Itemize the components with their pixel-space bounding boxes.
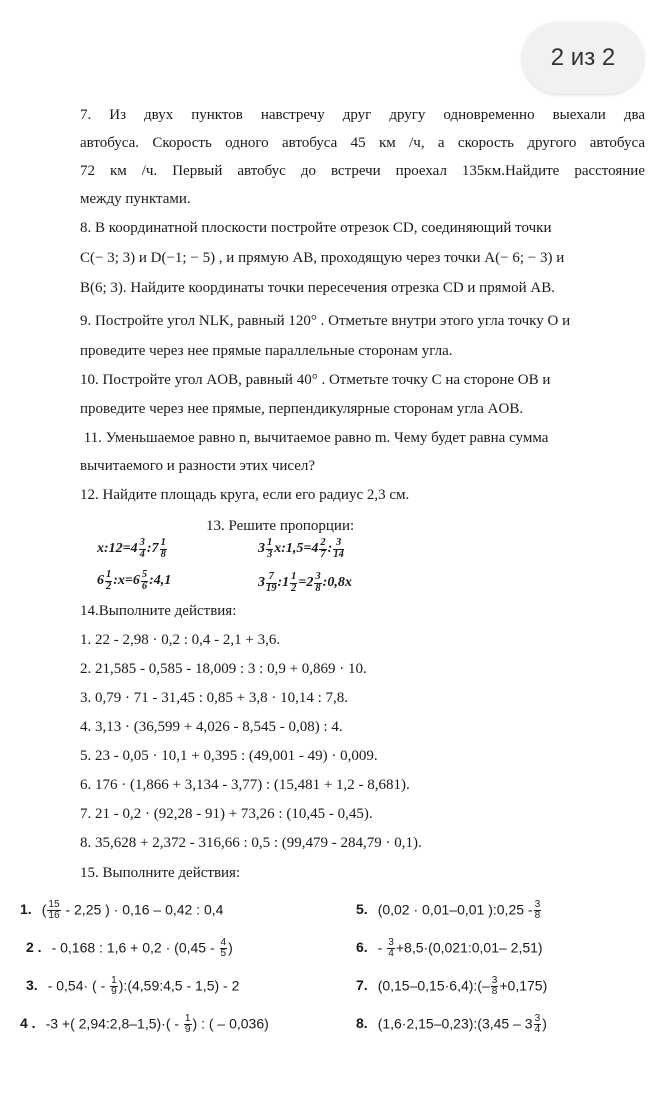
task12: 12. Найдите площадь круга, если его радиус 2,3 см. xyxy=(80,487,410,503)
proportion-b: 3 $\frac{1}{3}$ x:1,5=4 $\frac{2}{7}$ : $\frac{3}{14}$ xyxy=(258,537,344,560)
task14-item: 4. 3,13 · (36,599 + 4,026 - 8,545 - 0,08) : 4. xyxy=(80,719,343,735)
page-indicator: 2 из 2 xyxy=(522,22,644,94)
task8-line1: 8. В координатной плоскости постройте отрезок CD, соединяющий точки xyxy=(80,220,552,236)
task11-line2: вычитаемого и разности этих чисел? xyxy=(80,458,316,474)
task15-expression-2: 2 . - 0,168 : 1,6 + 0,2 · (0,45 - $\frac{4}{5}$ ) xyxy=(26,937,233,960)
task10-line2: проведите через нее прямые, перпендикулярные сторонам угла AOB. xyxy=(80,401,524,417)
task14-item: 5. 23 - 0,05 · 10,1 + 0,395 : (49,001 - 49) · 0,009. xyxy=(80,748,378,764)
task15-expression-6: 6. - $\frac{3}{4}$ +8,5·(0,021:0,01– 2,51) xyxy=(356,937,543,960)
task14-item: 8. 35,628 + 2,372 - 316,66 : 0,5 : (99,479 - 284,79 · 0,1). xyxy=(80,835,422,851)
task7-line2: автобуса. Скорость одного автобуса 45 км /ч, а скорость другого автобуса xyxy=(80,135,645,151)
task15-expression-5: 5. (0,02 · 0,01–0,01 ):0,25 - $\frac{3}{8}$ xyxy=(356,899,541,922)
task8-line3: B(6; 3). Найдите координаты точки пересечения отрезка CD и прямой AB. xyxy=(80,280,555,296)
task15-expression-1: 1. ( $\frac{15}{16}$ - 2,25 ) · 0,16 – 0,42 : 0,4 xyxy=(20,899,224,922)
task15-expression-3: 3. - 0,54· ( - $\frac{1}{9}$ ):(4,59:4,5 - 1,5) - 2 xyxy=(26,975,240,998)
task14-item: 6. 176 · (1,866 + 3,134 - 3,77) : (15,481 + 1,2 - 8,681). xyxy=(80,777,410,793)
task15-expression-7: 7. (0,15–0,15·6,4):(– $\frac{3}{8}$ +0,175) xyxy=(356,975,548,998)
task15-expression-8: 8. (1,6·2,15–0,23):(3,45 – 3 $\frac{3}{4}$ ) xyxy=(356,1013,547,1036)
task14-title: 14.Выполните действия: xyxy=(80,603,237,619)
proportion-c: 6 $\frac{1}{2}$ :x=6 $\frac{5}{6}$ :4,1 xyxy=(97,569,172,592)
task14-item: 7. 21 - 0,2 · (92,28 - 91) + 73,26 : (10,45 - 0,45). xyxy=(80,806,373,822)
task13-title: 13. Решите пропорции: xyxy=(206,518,355,534)
task9-line1: 9. Постройте угол NLK, равный 120° . Отметьте внутри этого угла точку О и xyxy=(80,313,571,329)
task11-line1: 11. Уменьшаемое равно n, вычитаемое равно m. Чему будет равна сумма xyxy=(80,430,549,446)
proportion-a: x:12=4 $\frac{3}{4}$ :7 $\frac{1}{8}$ xyxy=(97,537,166,560)
task7-line3: 72 км /ч. Первый автобус до встречи проехал 135км.Найдите расстояние xyxy=(80,163,645,179)
task14-item: 3. 0,79 · 71 - 31,45 : 0,85 + 3,8 · 10,14 : 7,8. xyxy=(80,690,349,706)
proportion-d: 3 $\frac{7}{19}$ :1 $\frac{1}{2}$ =2 $\frac{3}{8}$ :0,8x xyxy=(258,571,352,594)
task14-item: 1. 22 - 2,98 · 0,2 : 0,4 - 2,1 + 3,6. xyxy=(80,632,281,648)
task9-line2: проведите через нее прямые параллельные сторонам угла. xyxy=(80,343,453,359)
task7-line1: 7. Из двух пунктов навстречу друг другу одновременно выехали два xyxy=(80,107,645,123)
task10-line1: 10. Постройте угол AOB, равный 40° . Отметьте точку C на стороне OB и xyxy=(80,372,551,388)
task8-line2: C(− 3; 3) и D(−1; − 5) , и прямую AB, проходящую через точки A(− 6; − 3) и xyxy=(80,250,565,266)
task14-item: 2. 21,585 - 0,585 - 18,009 : 3 : 0,9 + 0,869 · 10. xyxy=(80,661,367,677)
task15-title: 15. Выполните действия: xyxy=(80,865,241,881)
task15-expression-4: 4 . -3 +( 2,94:2,8–1,5)·( - $\frac{1}{9}$ ) : ( – 0,036) xyxy=(20,1013,269,1036)
task7-line4: между пунктами. xyxy=(80,191,191,207)
